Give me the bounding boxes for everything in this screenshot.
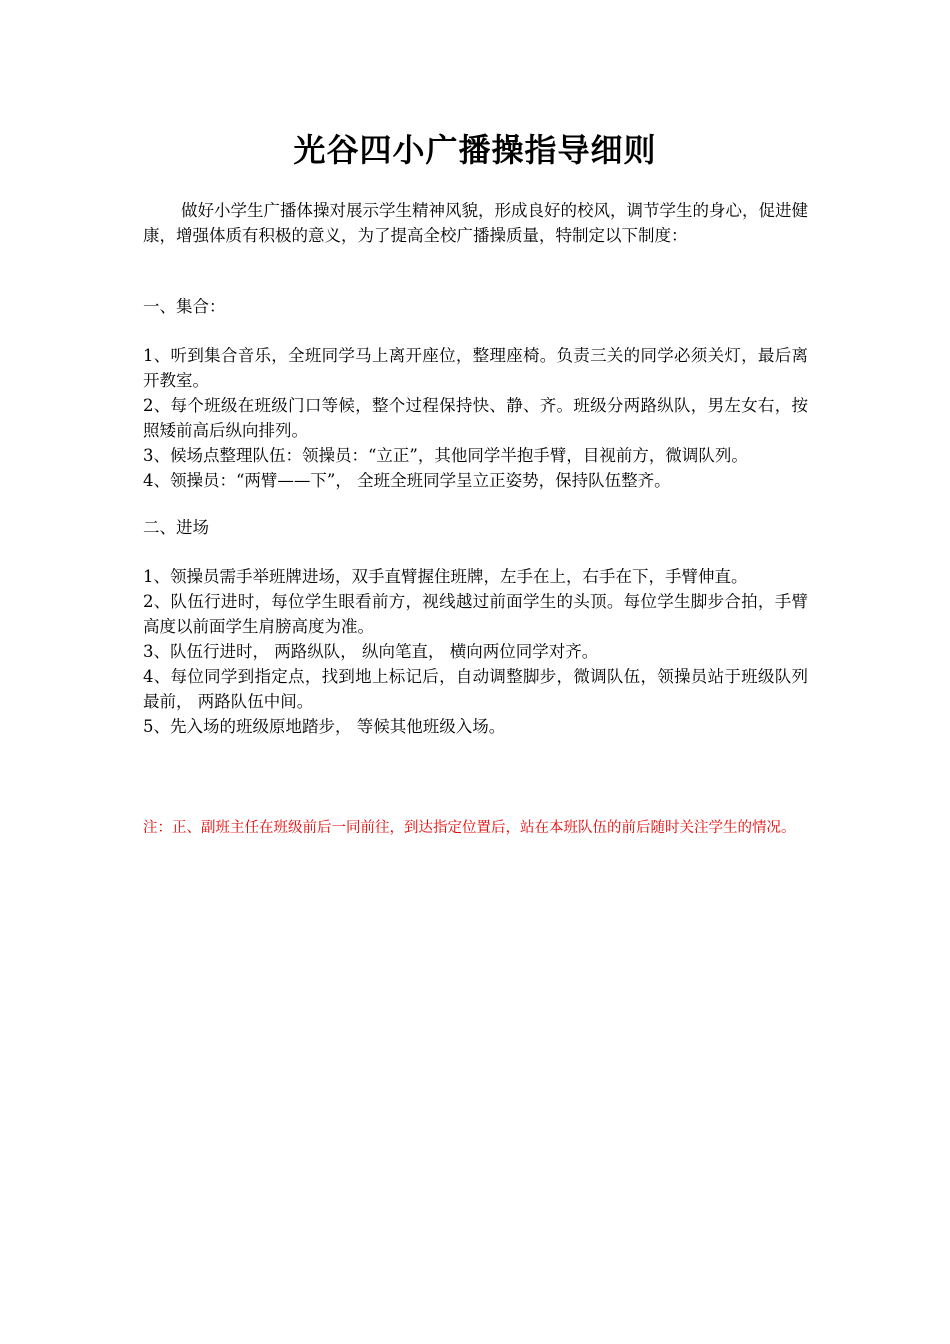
section-assembly-list xyxy=(143,343,808,493)
document-title: 光谷四小广播操指导细则 xyxy=(293,131,657,169)
section-entry-list xyxy=(143,564,808,739)
section-heading-assembly: 一、集合： xyxy=(143,297,226,316)
list-item: 5、先入场的班级原地踏步， 等候其他班级入场。 xyxy=(143,717,506,736)
teacher-note: 注：正、副班主任在班级前后一同前往，到达指定位置后，站在本班队伍的前后随时关注学生的情况。 xyxy=(143,820,796,836)
list-item: 2、队伍行进时，每位学生眼看前方，视线越过前面学生的头顶。每位学生脚步合拍，手臂高度以前面学生肩膀高度为准。 xyxy=(143,592,808,636)
intro-paragraph: 做好小学生广播体操对展示学生精神风貌，形成良好的校风，调节学生的身心，促进健康，增强体质有积极的意义，为了提高全校广播操质量，特制定以下制度： xyxy=(143,201,808,245)
list-item: 2、每个班级在班级门口等候，整个过程保持快、静、齐。班级分两路纵队，男左女右，按照矮前高后纵向排列。 xyxy=(143,396,808,440)
list-item: 3、队伍行进时， 两路纵队， 纵向笔直， 横向两位同学对齐。 xyxy=(143,642,599,661)
list-item: 4、每位同学到指定点，找到地上标记后，自动调整脚步，微调队伍，领操员站于班级队列最前， 两路队伍中间。 xyxy=(143,667,808,711)
list-item: 1、听到集合音乐，全班同学马上离开座位，整理座椅。负责三关的同学必须关灯，最后离开教室。 xyxy=(143,346,808,390)
section-heading-entry: 二、进场 xyxy=(143,518,209,537)
list-item: 3、候场点整理队伍：领操员：“立正”，其他同学半抱手臂，目视前方，微调队列。 xyxy=(143,446,748,465)
list-item: 1、领操员需手举班牌进场，双手直臂握住班牌，左手在上，右手在下，手臂伸直。 xyxy=(143,567,748,586)
list-item: 4、领操员：“两臂——下”， 全班全班同学呈立正姿势，保持队伍整齐。 xyxy=(143,471,671,490)
